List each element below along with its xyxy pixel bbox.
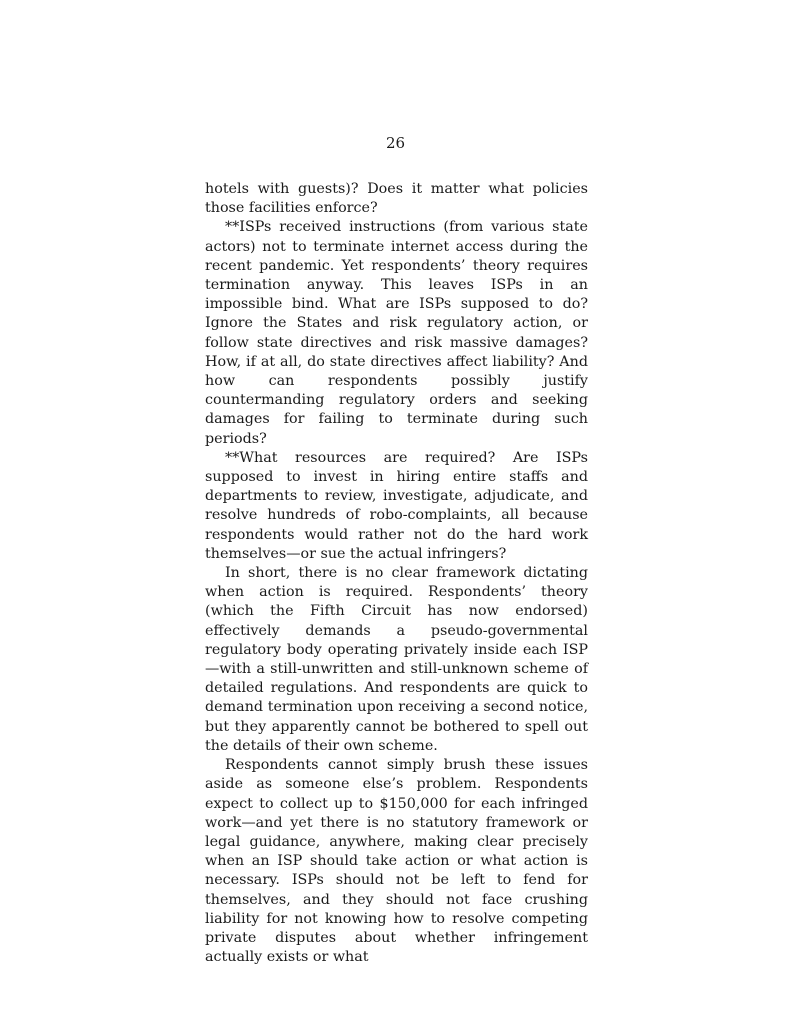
paragraph: hotels with guests)? Does it matter what policies those facilities enforce? <box>205 181 588 217</box>
body-text <box>205 180 588 967</box>
paragraph: **What resources are required? Are ISPs supposed to invest in hiring entire staffs and departments to review, investigate, adjudicate, and resolve hundreds of robo-complaints, all because respondents would rather not do the hard work themselves—or sue the actual infringers? <box>205 449 588 562</box>
page-number: 26 <box>385 134 406 152</box>
paragraph: In short, there is no clear framework dictating when action is required. Respondents’ theory (which the Fifth Circuit has now endorsed) effectively demands a pseudo-governmental regulatory body operating privately inside each ISP—with a still-unwritten and still-unknown scheme of detailed regulations. And respondents are quick to demand termination upon receiving a second notice, but they apparently cannot be bothered to spell out the details of their own scheme. <box>205 565 588 754</box>
paragraph: Respondents cannot simply brush these issues aside as someone else’s problem. Respondents expect to collect up to $150,000 for each infringed work—and yet there is no statutory framework or legal guidance, anywhere, making clear precisely when an ISP should take action or what action is necessary. ISPs should not be left to fend for themselves, and they should not face crushing liability for not knowing how to resolve competing private disputes about whether infringement actually exists or what <box>205 757 588 966</box>
paragraph: **ISPs received instructions (from various state actors) not to terminate internet access during the recent pandemic. Yet respondents’ theory requires termination anyway. This leaves ISPs in an impossible bind. What are ISPs supposed to do? Ignore the States and risk regulatory action, or follow state directives and risk massive damages? How, if at all, do state directives affect liability? And how can respondents possibly justify countermanding regulatory orders and seeking damages for failing to terminate during such periods? <box>205 219 588 447</box>
